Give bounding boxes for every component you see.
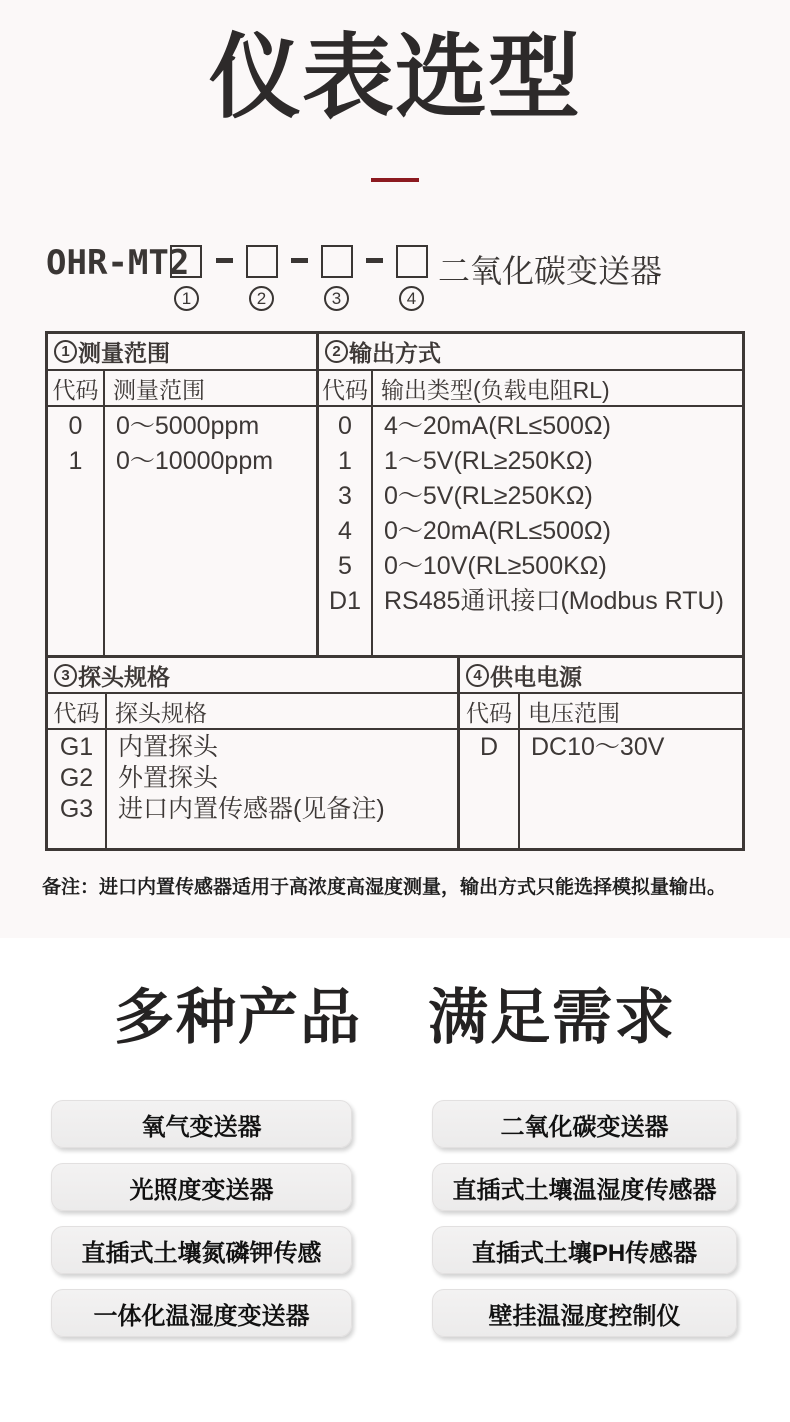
code-cell: 3 — [338, 482, 352, 510]
value-cell: 内置探头 — [118, 733, 219, 761]
products-heading-left: 多种产品 — [114, 984, 362, 1051]
section-probe-spec — [48, 658, 460, 848]
code-column — [48, 730, 107, 848]
circled-number-icon: 1 — [54, 340, 77, 363]
value-cell: 外置探头 — [118, 764, 219, 792]
value-column-header: 测量范围 — [113, 376, 205, 403]
section-header — [319, 334, 742, 371]
section-body — [48, 730, 457, 848]
position-number-3: 3 — [324, 286, 349, 311]
section-title: 测量范围 — [78, 340, 170, 366]
value-cell: 0～10000ppm — [116, 447, 274, 475]
code-cell: G1 — [59, 733, 94, 761]
model-code-box-1 — [170, 245, 202, 278]
section-body — [319, 407, 742, 655]
section-output-mode — [319, 334, 742, 655]
section-power-supply — [460, 658, 742, 848]
section-title: 供电电源 — [490, 663, 582, 690]
model-dash-2 — [291, 258, 308, 263]
section-body — [48, 407, 316, 655]
section-header — [460, 658, 742, 694]
value-column — [105, 407, 316, 655]
value-column — [107, 730, 457, 848]
position-number-2: 2 — [249, 286, 274, 311]
value-cell: 0～5000ppm — [116, 412, 260, 440]
column-header-row — [48, 371, 316, 407]
section-header — [48, 658, 457, 694]
value-cell: 0～5V(RL≥250KΩ) — [384, 482, 593, 510]
code-cell: G2 — [59, 764, 94, 792]
value-column — [373, 407, 742, 655]
value-column-header: 探头规格 — [115, 699, 207, 726]
model-code-box-2 — [246, 245, 278, 278]
column-header-row — [319, 371, 742, 407]
code-column — [48, 407, 105, 655]
product-button-soil-npk-sensor[interactable]: 直插式土壤氮磷钾传感 — [51, 1226, 352, 1274]
value-cell: 0～20mA(RL≤500Ω) — [384, 517, 611, 545]
code-column-header: 代码 — [319, 371, 373, 405]
title-accent-rule — [371, 178, 419, 182]
product-button-soil-ph-sensor[interactable]: 直插式土壤PH传感器 — [432, 1226, 737, 1274]
code-column-header: 代码 — [460, 694, 520, 728]
circled-number-icon: 2 — [325, 340, 348, 363]
value-column-header: 输出类型(负载电阻RL) — [381, 376, 610, 403]
selection-table-upper-half — [48, 334, 742, 658]
products-heading-right: 满足需求 — [428, 984, 676, 1051]
page-title: 仪表选型 — [208, 27, 581, 129]
selection-table-lower-half — [48, 658, 742, 848]
value-cell: 0～10V(RL≥500KΩ) — [384, 552, 607, 580]
product-button-co2-transmitter[interactable]: 二氧化碳变送器 — [432, 1100, 737, 1148]
position-number-1: 1 — [174, 286, 199, 311]
value-column — [520, 730, 742, 848]
product-button-integrated-temp-humidity-transmitter[interactable]: 一体化温湿度变送器 — [51, 1289, 352, 1337]
circled-number-icon: 4 — [466, 664, 489, 687]
model-code-box-4 — [396, 245, 428, 278]
code-cell: G3 — [59, 795, 94, 823]
position-number-4: 4 — [399, 286, 424, 311]
section-header — [48, 334, 316, 371]
column-header-row — [48, 694, 457, 730]
section-body — [460, 730, 742, 848]
model-dash-1 — [216, 258, 233, 263]
code-cell: D — [479, 733, 499, 761]
code-cell: 0 — [68, 412, 83, 440]
section-measure-range — [48, 334, 319, 655]
value-column-header: 电压范围 — [528, 699, 620, 726]
section-title: 探头规格 — [78, 663, 170, 690]
product-button-wall-mounted-temp-humidity-controller[interactable]: 壁挂温湿度控制仪 — [432, 1289, 737, 1337]
code-cell: D1 — [329, 587, 361, 615]
code-column — [460, 730, 520, 848]
table-note: 备注：进口内置传感器适用于高浓度高湿度测量，输出方式只能选择模拟量输出。 — [42, 877, 727, 898]
code-cell: 1 — [338, 447, 352, 475]
code-cell: 5 — [338, 552, 352, 580]
code-cell: 0 — [338, 412, 352, 440]
circled-number-icon: 3 — [54, 664, 77, 687]
value-cell: 4～20mA(RL≤500Ω) — [384, 412, 611, 440]
value-cell: DC10～30V — [531, 733, 665, 761]
code-cell: 4 — [338, 517, 352, 545]
code-column-header: 代码 — [48, 371, 105, 405]
code-cell: 1 — [68, 447, 83, 475]
product-button-oxygen-transmitter[interactable]: 氧气变送器 — [51, 1100, 352, 1148]
value-cell: RS485通讯接口(Modbus RTU) — [384, 587, 724, 615]
model-suffix: 二氧化碳变送器 — [438, 253, 663, 289]
column-header-row — [460, 694, 742, 730]
model-dash-3 — [366, 258, 383, 263]
section-title: 输出方式 — [349, 340, 441, 366]
product-button-soil-temp-humidity-sensor[interactable]: 直插式土壤温湿度传感器 — [432, 1163, 737, 1211]
model-prefix: OHR-MT2 — [46, 243, 190, 283]
selection-table — [45, 331, 745, 851]
code-column-header: 代码 — [48, 694, 107, 728]
code-column — [319, 407, 373, 655]
value-cell: 1～5V(RL≥250KΩ) — [384, 447, 593, 475]
value-cell: 进口内置传感器(见备注) — [118, 795, 385, 823]
product-button-illuminance-transmitter[interactable]: 光照度变送器 — [51, 1163, 352, 1211]
products-heading — [0, 986, 790, 1050]
model-code-box-3 — [321, 245, 353, 278]
